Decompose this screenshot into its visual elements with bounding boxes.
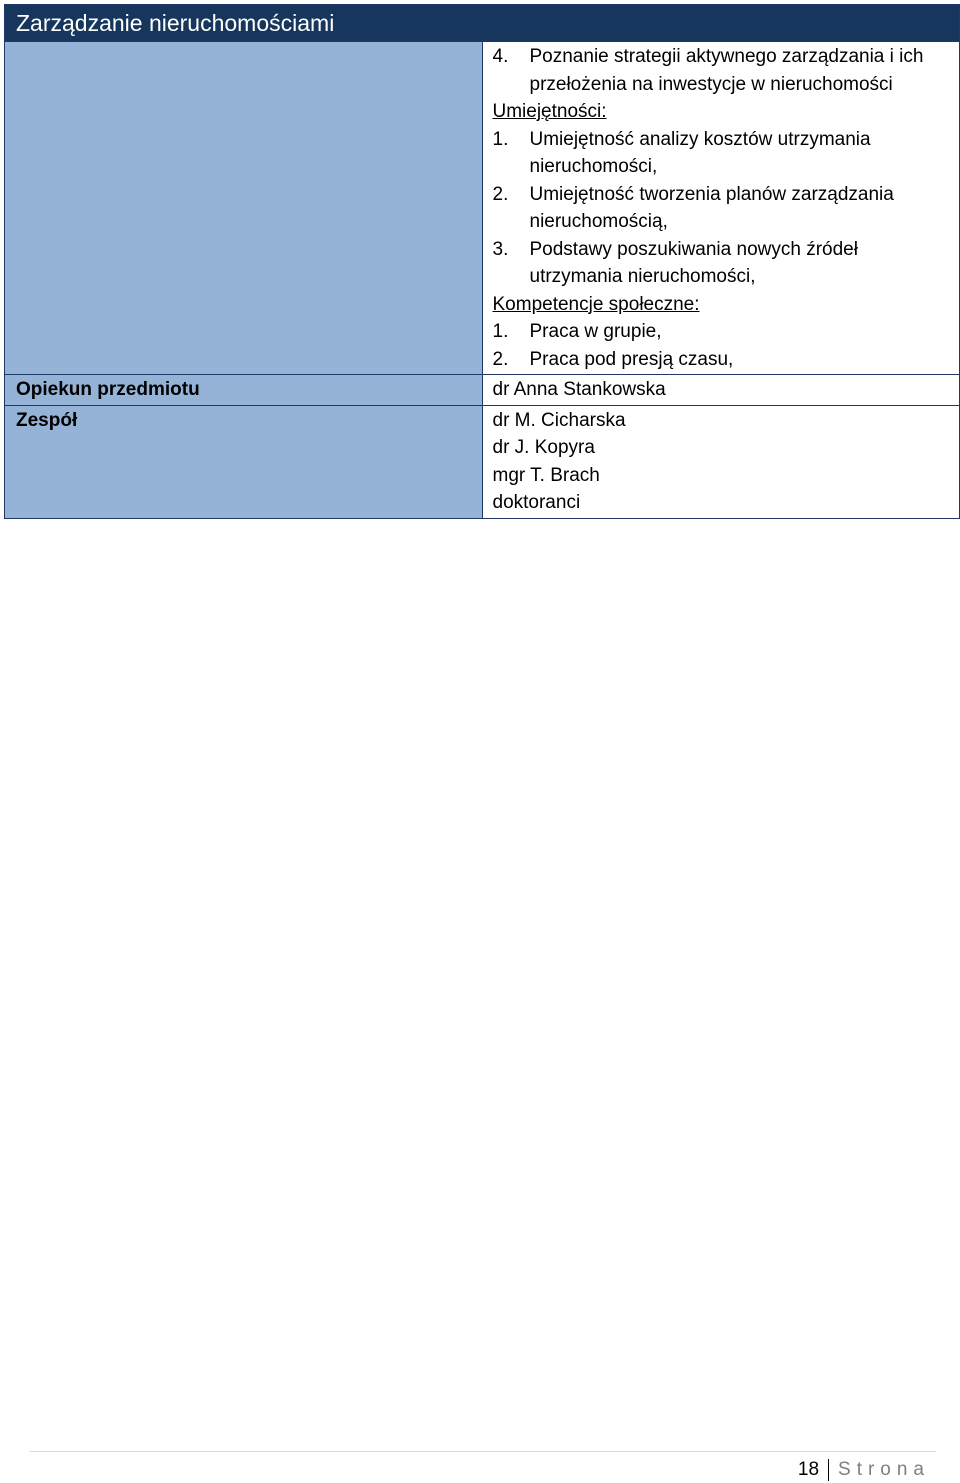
supervisor-label: Opiekun przedmiotu (16, 379, 200, 400)
page-number: 18 (797, 1459, 820, 1480)
page-footer (798, 1457, 930, 1483)
team-member: mgr T. Brach (492, 464, 600, 486)
content-right-cell (482, 42, 960, 375)
supervisor-label-cell (5, 375, 483, 406)
supervisor-value: dr Anna Stankowska (492, 379, 666, 400)
team-member: doktoranci (492, 492, 581, 513)
table-title: Zarządzanie nieruchomościami (5, 5, 960, 42)
supervisor-value-cell (482, 375, 960, 406)
list-item: 3. Podstawy poszukiwania nowych źródeł utrzymania nieruchomości, (492, 238, 858, 287)
content-row (5, 42, 960, 375)
list-item: 1. Umiejętność analizy kosztów utrzymania nieruchomości, (492, 128, 871, 177)
team-value-cell (482, 405, 960, 518)
content-left-cell (5, 42, 483, 375)
list-item: 2. Umiejętność tworzenia planów zarządzania nieruchomością, (492, 183, 894, 232)
team-label: Zespół (16, 409, 78, 431)
footer-separator (828, 1459, 829, 1481)
syllabus-table (4, 4, 960, 519)
social-competences-heading: Kompetencje społeczne: (492, 293, 700, 315)
team-member: dr M. Cicharska (492, 409, 626, 431)
footer-divider (30, 1451, 936, 1452)
team-label-cell (5, 405, 483, 518)
supervisor-row (5, 375, 960, 406)
list-item: 4. Poznanie strategii aktywnego zarządzania i ich przełożenia na inwestycje w nieruchomości (492, 46, 924, 95)
team-row (5, 405, 960, 518)
team-member: dr J. Kopyra (492, 437, 595, 458)
page-label: Strona (838, 1459, 930, 1480)
list-item: 2. Praca pod presją czasu, (492, 348, 734, 370)
skills-heading: Umiejętności: (492, 101, 607, 122)
list-item: 1. Praca w grupie, (492, 321, 662, 342)
